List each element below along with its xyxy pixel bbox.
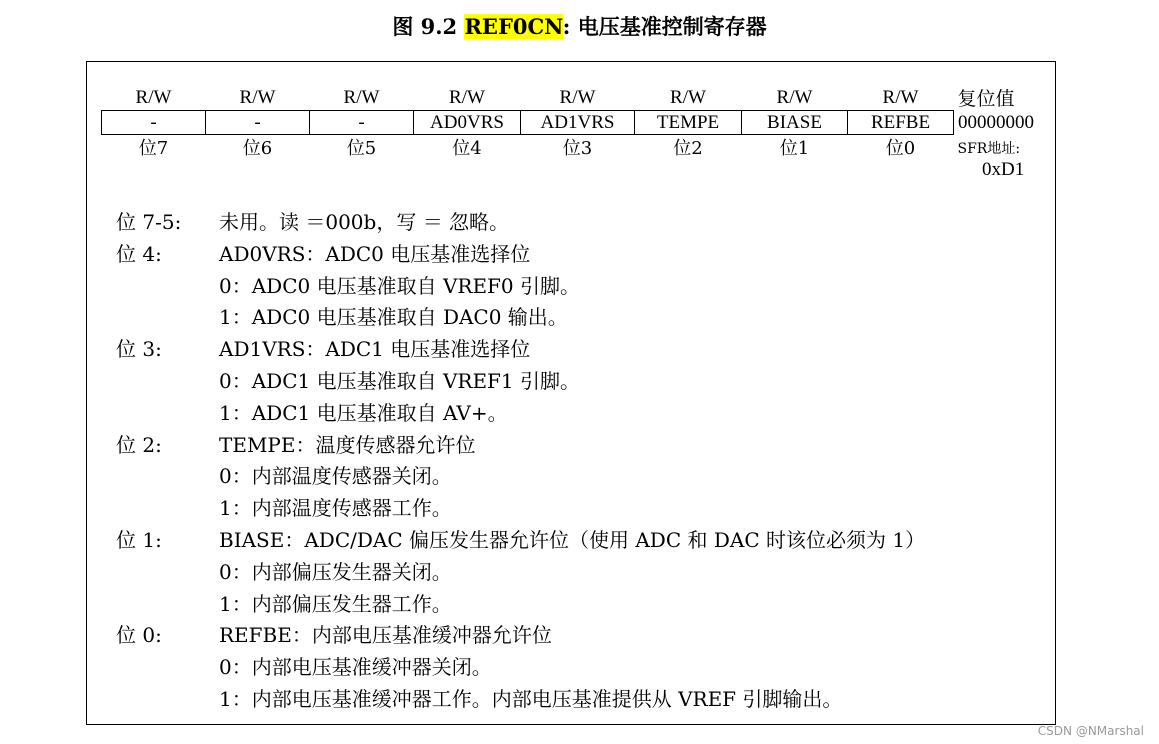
register-bit-table: [101, 86, 1035, 163]
access-bit1: R/W: [776, 87, 813, 108]
desc-text: BIASE：ADC/DAC 偏压发生器允许位（使用 ADC 和 DAC 时该位必须为 1）: [219, 527, 926, 552]
position-bit5: 位5: [346, 138, 377, 159]
desc-label: 位 1:: [116, 527, 162, 552]
access-bit2: R/W: [670, 87, 706, 108]
position-bit2: 位2: [673, 138, 703, 159]
desc-text: TEMPE：温度传感器允许位: [219, 432, 476, 457]
sfr-address-value: 0xD1: [982, 159, 1025, 180]
desc-text: 1：内部电压基准缓冲器工作。内部电压基准提供从 VREF 引脚输出。: [219, 686, 843, 711]
figure-title: [0, 12, 1159, 42]
desc-text: 1：内部温度传感器工作。: [219, 496, 452, 521]
position-bit6: 位6: [242, 138, 273, 159]
position-bit1: 位1: [779, 138, 810, 159]
access-bit5: R/W: [343, 87, 380, 108]
position-bit4: 位4: [452, 138, 482, 159]
bit4-name: AD0VRS: [414, 111, 521, 135]
desc-text: 0：内部温度传感器关闭。: [219, 464, 452, 489]
bit2-name: TEMPE: [635, 111, 742, 135]
desc-text: 1：内部偏压发生器工作。: [219, 591, 452, 616]
position-bit3: 位3: [562, 138, 593, 159]
reset-value: 00000000: [958, 111, 1034, 133]
access-bit0: R/W: [882, 87, 919, 108]
desc-text: AD1VRS：ADC1 电压基准选择位: [219, 337, 531, 362]
desc-label: 位 0:: [116, 623, 162, 648]
title-prefix: 图 9.2: [392, 14, 465, 39]
access-bit6: R/W: [239, 87, 276, 108]
desc-label: 位 3:: [116, 337, 162, 362]
desc-text: 0：内部电压基准缓冲器关闭。: [219, 655, 492, 680]
title-suffix: : 电压基准控制寄存器: [562, 14, 767, 39]
desc-text: REFBE：内部电压基准缓冲器允许位: [219, 623, 552, 648]
bit1-name: BIASE: [742, 111, 848, 135]
access-bit7: R/W: [135, 87, 172, 108]
reset-value-label: 复位值: [957, 87, 1015, 110]
watermark: CSDN @NMarshal: [1037, 724, 1144, 738]
bit6-name: -: [206, 111, 310, 135]
desc-text: 1：ADC1 电压基准取自 AV+。: [219, 400, 508, 425]
desc-text: 未用。读 ＝000b，写 ＝ 忽略。: [219, 210, 510, 234]
desc-text: 0：ADC0 电压基准取自 VREF0 引脚。: [219, 273, 581, 298]
title-register-name: REF0CN: [464, 14, 563, 39]
desc-text: AD0VRS：ADC0 电压基准选择位: [219, 241, 531, 266]
position-bit7: 位7: [138, 138, 169, 159]
desc-text: 0：内部偏压发生器关闭。: [219, 559, 452, 584]
desc-text: 0：ADC1 电压基准取自 VREF1 引脚。: [219, 368, 581, 393]
bit7-name: -: [102, 111, 206, 135]
desc-label: 位 2:: [116, 432, 162, 457]
bit5-name: -: [310, 111, 414, 135]
access-bit4: R/W: [449, 87, 485, 108]
bit3-name: AD1VRS: [521, 111, 635, 135]
desc-label: 位 7-5:: [116, 210, 182, 234]
desc-text: 1：ADC0 电压基准取自 DAC0 输出。: [219, 305, 568, 330]
position-bit0: 位0: [885, 138, 916, 159]
desc-label: 位 4:: [116, 241, 162, 266]
access-bit3: R/W: [559, 87, 596, 108]
sfr-address-label: SFR地址:: [957, 140, 1021, 157]
bit0-name: REFBE: [848, 111, 954, 135]
